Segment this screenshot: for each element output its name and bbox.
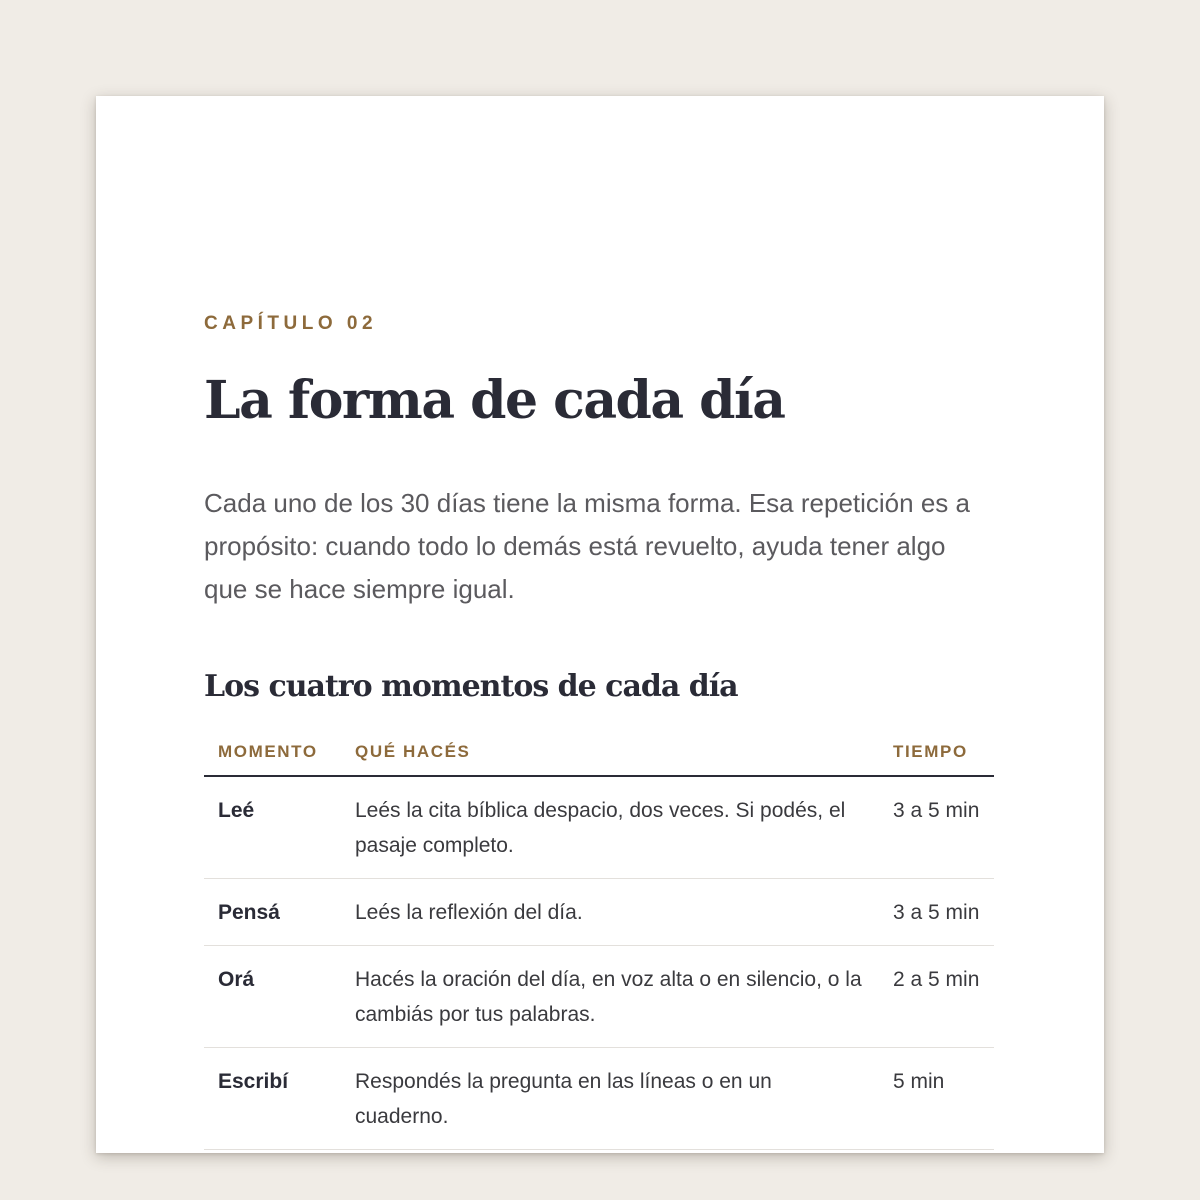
column-header-time: TIEMPO bbox=[879, 741, 994, 776]
row-time: 5 min bbox=[879, 1048, 994, 1150]
chapter-eyebrow: CAPÍTULO 02 bbox=[204, 313, 378, 334]
row-action: Respondés la pregunta en las líneas o en un cuaderno. bbox=[341, 1048, 879, 1150]
document-page bbox=[96, 96, 1104, 1153]
chapter-title: La forma de cada día bbox=[204, 370, 785, 431]
section-title: Los cuatro momentos de cada día bbox=[204, 669, 738, 704]
table-row bbox=[204, 879, 994, 946]
chapter-content bbox=[204, 312, 994, 1150]
row-time: 2 a 5 min bbox=[879, 946, 994, 1048]
moments-table bbox=[204, 741, 994, 1150]
row-moment: Orá bbox=[204, 946, 341, 1048]
row-time: 3 a 5 min bbox=[879, 776, 994, 879]
row-moment: Pensá bbox=[204, 879, 341, 946]
table-row bbox=[204, 776, 994, 879]
table-row bbox=[204, 1048, 994, 1150]
row-moment: Escribí bbox=[204, 1048, 341, 1150]
column-header-action: QUÉ HACÉS bbox=[341, 741, 879, 776]
row-action: Leés la cita bíblica despacio, dos veces. Si podés, el pasaje completo. bbox=[341, 776, 879, 879]
column-header-moment: MOMENTO bbox=[204, 741, 341, 776]
table-row bbox=[204, 946, 994, 1048]
row-time: 3 a 5 min bbox=[879, 879, 994, 946]
row-action: Leés la reflexión del día. bbox=[341, 879, 879, 946]
row-action: Hacés la oración del día, en voz alta o en silencio, o la cambiás por tus palabras. bbox=[341, 946, 879, 1048]
row-moment: Leé bbox=[204, 776, 341, 879]
table-header-row bbox=[204, 741, 994, 776]
chapter-intro: Cada uno de los 30 días tiene la misma forma. Esa repetición es a propósito: cuando todo lo demás está revuelto, ayuda tener algo que se hace siempre igual. bbox=[204, 488, 970, 604]
